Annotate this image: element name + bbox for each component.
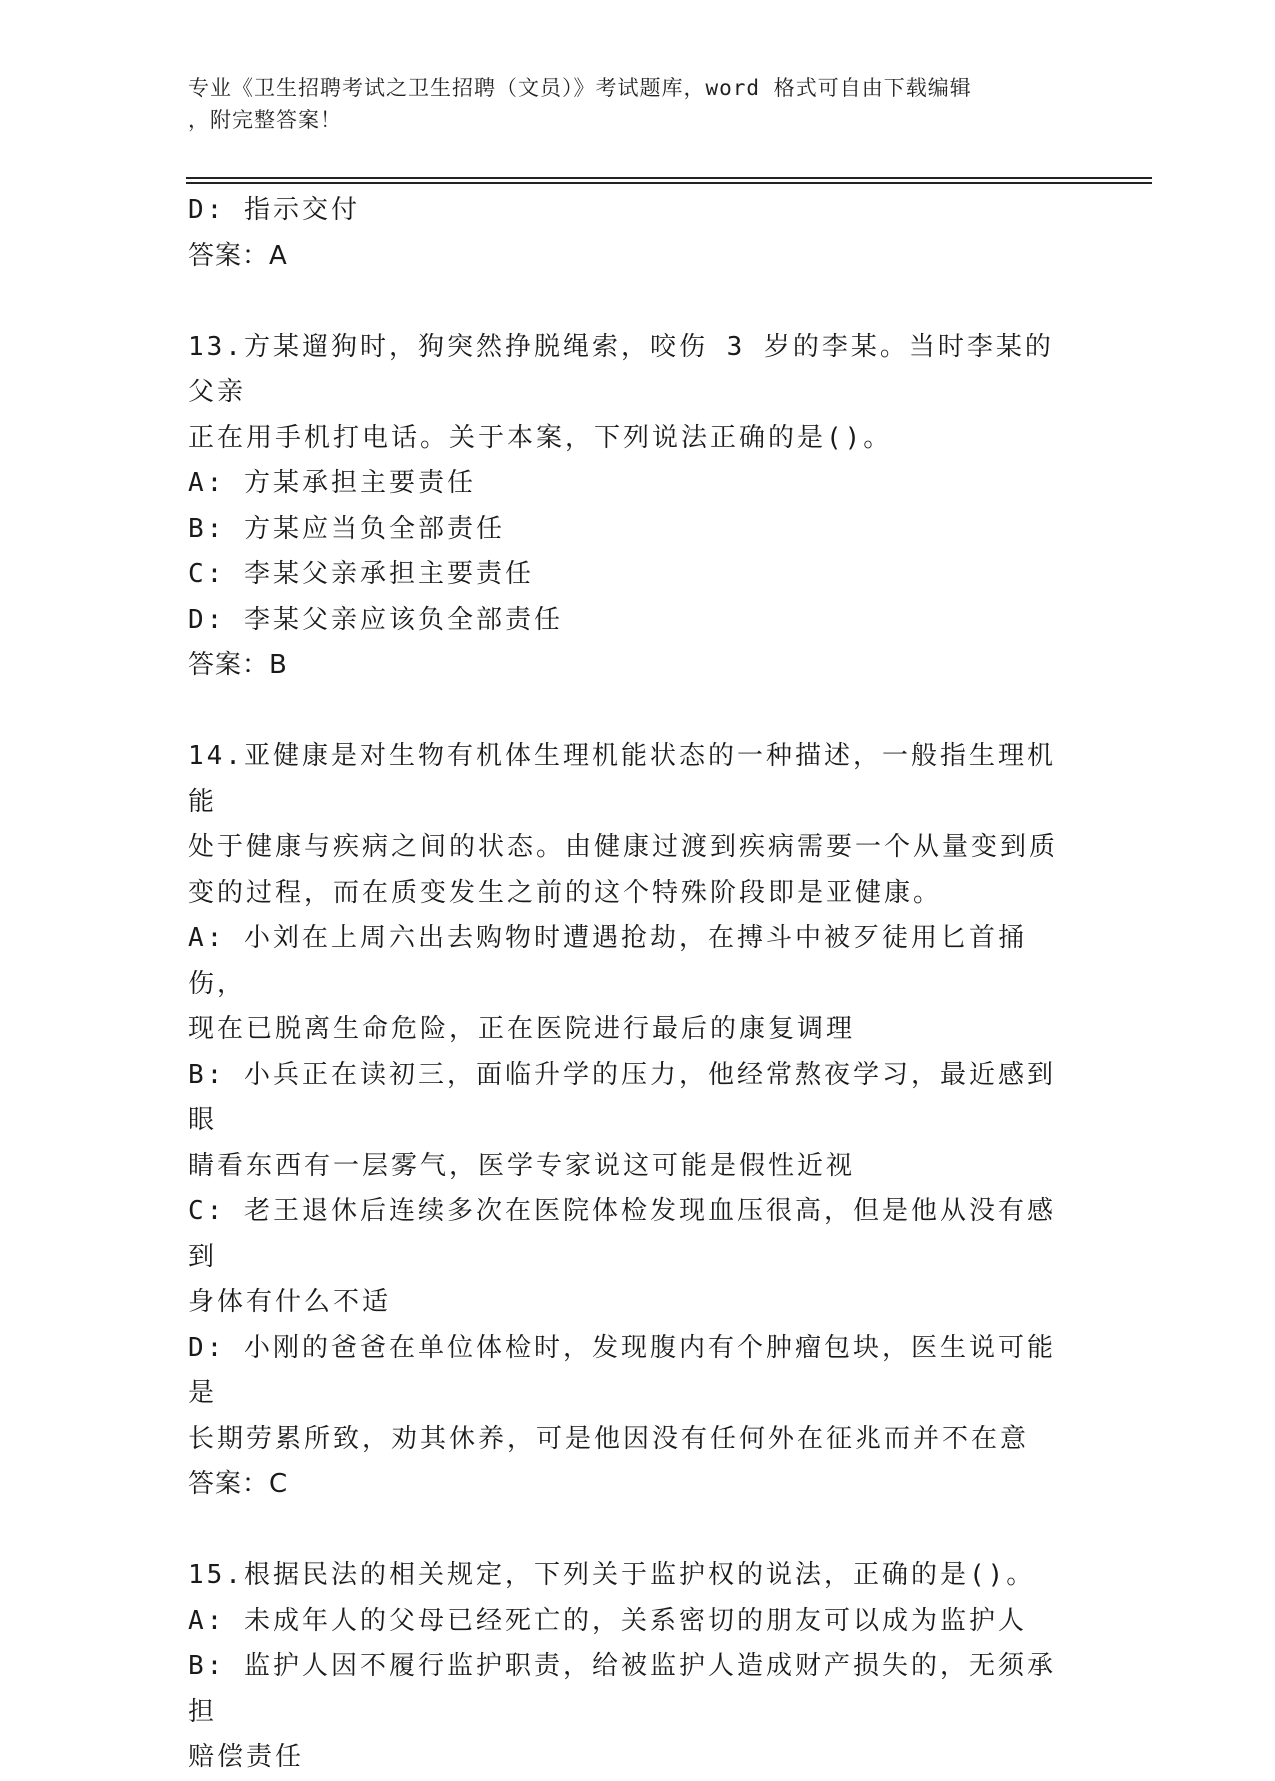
q14-option-d-line-1: D: 小刚的爸爸在单位体检时，发现腹内有个肿瘤包块，医生说可能是 [188, 1332, 1056, 1408]
document-header [188, 72, 1068, 136]
spacer [188, 689, 1068, 735]
header-rule-top [186, 177, 1152, 179]
header-line-2: ，附完整答案！ [188, 108, 342, 132]
q14-stem-line-2: 处于健康与疾病之间的状态。由健康过渡到疾病需要一个从量变到质 [188, 832, 1059, 862]
q14-option-c-line-1: C: 老王退休后连续多次在医院体检发现血压很高，但是他从没有感到 [188, 1196, 1056, 1272]
q14-stem-line-3: 变的过程，而在质变发生之前的这个特殊阶段即是亚健康。 [188, 877, 943, 908]
q14-option-d-line-2: 长期劳累所致，劝其休养，可是他因没有任何外在征兆而并不在意 [188, 1423, 1030, 1454]
question-content [188, 188, 1068, 1781]
q14-option-b-line-1: B: 小兵正在读初三，面临升学的压力，他经常熬夜学习，最近感到眼 [188, 1059, 1056, 1135]
q14-option-c-line-2: 身体有什么不适 [188, 1287, 392, 1317]
header-line-1: 专业《卫生招聘考试之卫生招聘（文员）》考试题库，word 格式可自由下载编辑 [188, 76, 972, 100]
q14-option-b-line-2: 睛看东西有一层雾气，医学专家说这可能是假性近视 [188, 1150, 856, 1181]
q15-option-b-line-1: B: 监护人因不履行监护职责，给被监护人造成财产损失的，无须承担 [188, 1651, 1056, 1727]
q15-stem-line-1: 15.根据民法的相关规定，下列关于监护权的说法，正确的是()。 [188, 1560, 1036, 1590]
spacer [188, 1508, 1068, 1554]
q13-stem-line-1: 13.方某遛狗时，狗突然挣脱绳索，咬伤 3 岁的李某。当时李某的父亲 [188, 331, 1054, 407]
q13-option-d: D: 李某父亲应该负全部责任 [188, 604, 563, 635]
q13-answer: 答案：B [188, 650, 288, 680]
q15-option-b-line-2: 赔偿责任 [188, 1742, 305, 1772]
q14-option-a-line-2: 现在已脱离生命危险，正在医院进行最后的康复调理 [188, 1014, 856, 1044]
spacer [188, 279, 1068, 325]
q15-option-a: A: 未成年人的父母已经死亡的，关系密切的朋友可以成为监护人 [188, 1605, 1027, 1636]
q13-option-c: C: 李某父亲承担主要责任 [188, 559, 534, 589]
q13-stem-line-2: 正在用手机打电话。关于本案，下列说法正确的是()。 [188, 422, 893, 453]
q12-option-d: D: 指示交付 [188, 195, 360, 225]
q13-option-b: B: 方某应当负全部责任 [188, 513, 505, 544]
q13-option-a: A: 方某承担主要责任 [188, 468, 476, 498]
q14-stem-line-1: 14.亚健康是对生物有机体生理机能状态的一种描述，一般指生理机能 [188, 741, 1056, 817]
header-rule-bottom [186, 182, 1152, 184]
q14-option-a-line-1: A: 小刘在上周六出去购物时遭遇抢劫，在搏斗中被歹徒用匕首捅伤， [188, 923, 1027, 999]
q14-answer: 答案：C [188, 1469, 289, 1499]
q12-answer: 答案：A [188, 240, 288, 271]
